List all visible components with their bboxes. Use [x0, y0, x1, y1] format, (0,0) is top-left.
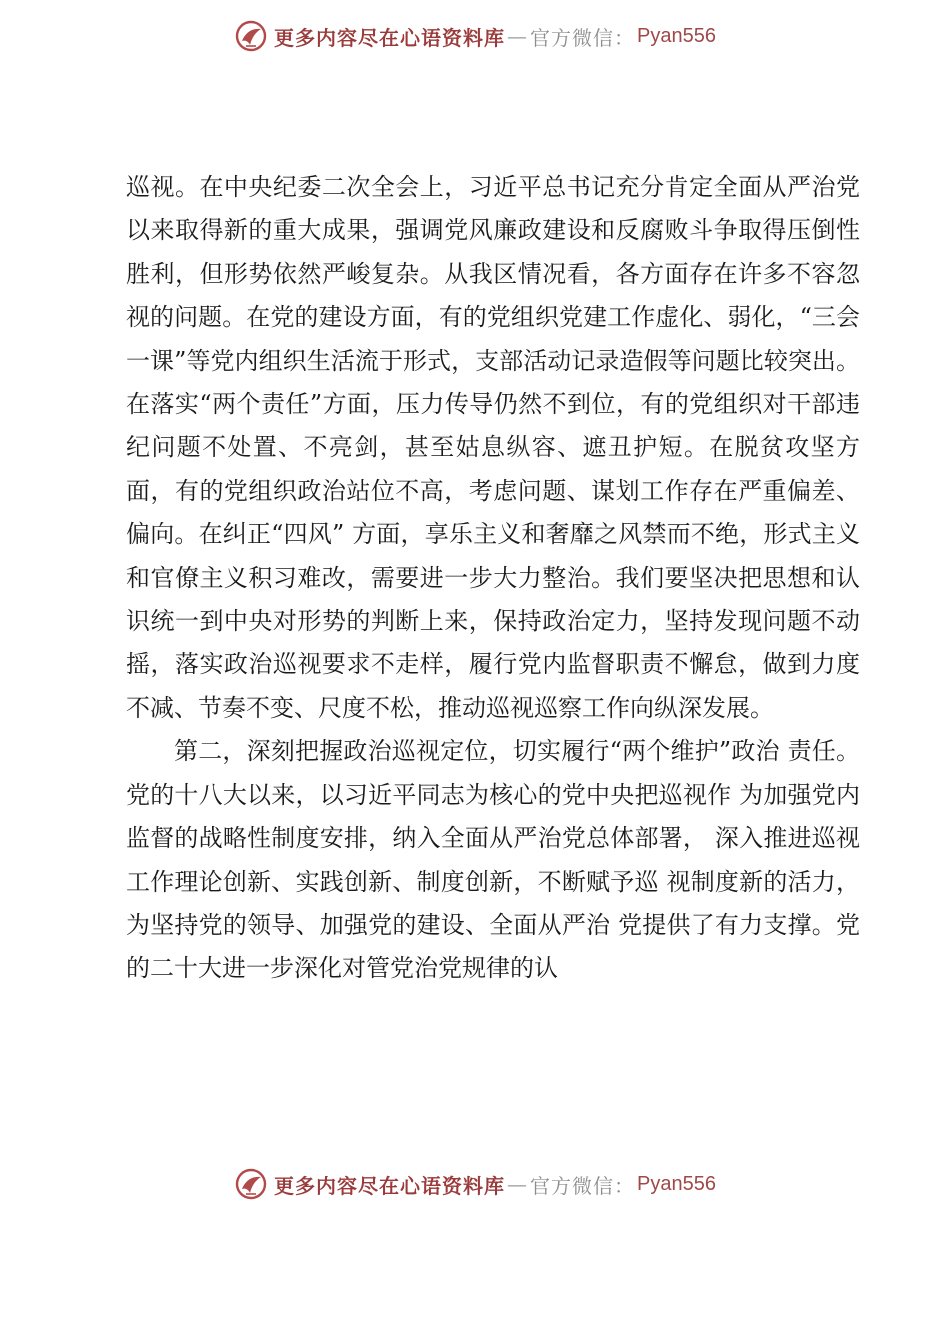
- footer-dash: —: [507, 1172, 529, 1196]
- footer-account: Pyan556: [637, 1172, 716, 1195]
- brand-logo-icon: [234, 1167, 268, 1201]
- document-body: [126, 166, 860, 991]
- body-paragraph-2: 第二，深刻把握政治巡视定位，切实履行“两个维护”政治 责任。党的十八大以来，以习近平同志为核心的党中央把巡视作 为加强党内监督的战略性制度安排，纳入全面从严治党总体部署， 深入推进巡视工作理论创新、实践创新、制度创新，不断赋予巡 视制度新的活力，为坚持党的领导、加强党的建设、全面从严治 党提供了有力支撑。党的二十大进一步深化对管党治党规律的认: [126, 737, 860, 983]
- header-account: Pyan556: [637, 24, 716, 47]
- brand-logo-icon: [234, 19, 268, 53]
- footer-watermark: [0, 1164, 950, 1204]
- footer-label: 官方微信：: [530, 1173, 636, 1198]
- header-dash: —: [507, 24, 529, 48]
- header-watermark: [0, 16, 950, 56]
- header-label: 官方微信：: [530, 25, 636, 50]
- footer-text: [274, 1170, 716, 1199]
- footer-brand: 更多内容尽在心语资料库: [274, 1173, 506, 1198]
- header-brand: 更多内容尽在心语资料库: [274, 25, 506, 50]
- header-text: [274, 22, 716, 51]
- body-paragraph-1: 巡视。在中央纪委二次全会上，习近平总书记充分肯定全面从严治党以来取得新的重大成果，强调党风廉政建设和反腐败斗争取得压倒性胜利，但形势依然严峻复杂。从我区情况看，各方面存在许多不容忽视的问题。在党的建设方面，有的党组织党建工作虚化、弱化，“三会一课”等党内组织生活流于形式，支部活动记录造假等问题比较突出。在落实“两个责任”方面，压力传导仍然不到位，有的党组织对干部违纪问题不处置、不亮剑，甚至姑息纵容、遮丑护短。在脱贫攻坚方面，有的党组织政治站位不高，考虑问题、谋划工作存在严重偏差、偏向。在纠正“四风” 方面，享乐主义和奢靡之风禁而不绝，形式主义和官僚主义积习难改，需要进一步大力整治。我们要坚决把思想和认识统一到中央对形势的判断上来，保持政治定力，坚持发现问题不动摇，落实政治巡视要求不走样，履行党内监督职责不懈怠，做到力度不减、节奏不变、尺度不松，推动巡视巡察工作向纵深发展。: [126, 173, 860, 722]
